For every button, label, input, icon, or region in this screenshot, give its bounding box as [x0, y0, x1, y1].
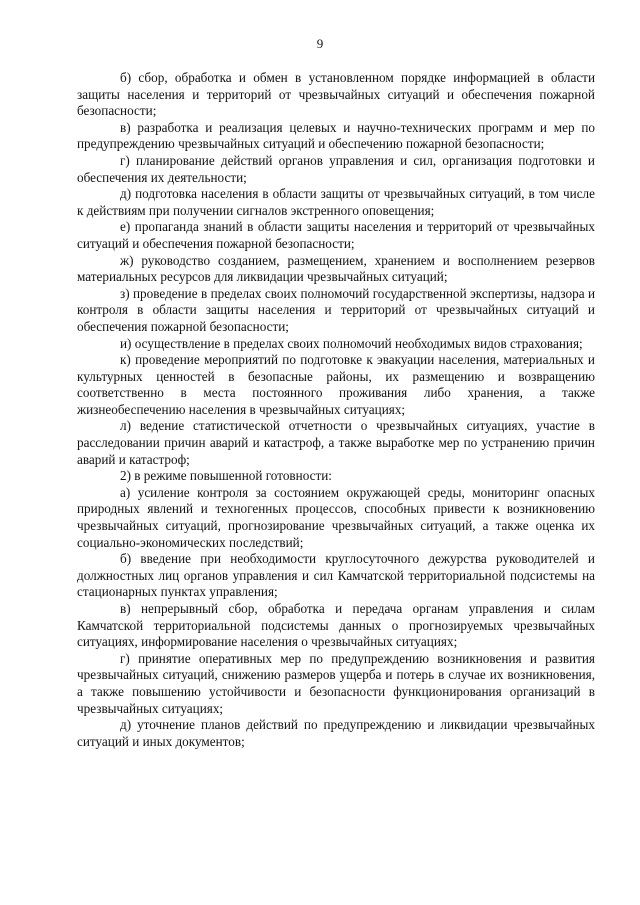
paragraph-v-data-collection: в) непрерывный сбор, обработка и передача органам управления и силам Камчатской территориальной подсистемы данных о прогнозируемых чрезвычайных ситуациях, информирование населения о чрезвычайных ситуациях;: [77, 601, 595, 650]
paragraph-z-expertise: з) проведение в пределах своих полномочий государственной экспертизы, надзора и контроля в области защиты населения и территорий от чрезвычайных ситуаций и обеспечения пожарной безопасности;: [77, 285, 595, 334]
paragraph-b-information-exchange: б) сбор, обработка и обмен в установленном порядке информацией в области защиты населения и территорий от чрезвычайных ситуаций и обеспечения пожарной безопасности;: [77, 70, 595, 119]
paragraph-l-statistics: л) ведение статистической отчетности о чрезвычайных ситуациях, участие в расследовании причин аварий и катастроф, а также выработке мер по устранению причин аварий и катастроф;: [77, 418, 595, 467]
paragraph-g-operational-measures: г) принятие оперативных мер по предупреждению возникновения и развития чрезвычайных ситуаций, снижению размеров ущерба и потерь в случае их возникновения, а также повышению устойчивости и безопасности функционирования организаций в чрезвычайных ситуациях;: [77, 650, 595, 716]
paragraph-e-propaganda: е) пропаганда знаний в области защиты населения и территорий от чрезвычайных ситуаций и обеспечения пожарной безопасности;: [77, 219, 595, 251]
document-body: [77, 70, 595, 750]
paragraph-k-evacuation: к) проведение мероприятий по подготовке к эвакуации населения, материальных и культурных ценностей в безопасные районы, их размещению и возвращению соответственно в места постоянного проживания либо хранения, а также жизнеобеспечению населения в чрезвычайных ситуациях;: [77, 352, 595, 417]
paragraph-a-monitoring: а) усиление контроля за состоянием окружающей среды, мониторинг опасных природных явлений и техногенных процессов, способных привести к возникновению чрезвычайных ситуаций, прогнозирование чрезвычайных ситуаций, а также оценка их социально-экономических последствий;: [77, 484, 595, 550]
paragraph-v-programs: в) разработка и реализация целевых и научно-технических программ и мер по предупреждению чрезвычайных ситуаций и обеспечению пожарной безопасности;: [77, 119, 595, 152]
paragraph-g-planning: г) планирование действий органов управления и сил, организация подготовки и обеспечения их деятельности;: [77, 152, 595, 185]
section-heading-high-readiness: 2) в режиме повышенной готовности:: [120, 468, 332, 484]
page-number: 9: [316, 36, 324, 51]
paragraph-d-population-training: д) подготовка населения в области защиты от чрезвычайных ситуаций, в том числе к действиям при получении сигналов экстренного оповещения;: [77, 186, 595, 218]
paragraph-zh-reserves: ж) руководство созданием, размещением, хранением и восполнением резервов материальных ресурсов для ликвидации чрезвычайных ситуаций;: [77, 252, 595, 285]
paragraph-i-insurance: и) осуществление в пределах своих полномочий необходимых видов страхования;: [120, 335, 583, 351]
paragraph-d-plan-refinement: д) уточнение планов действий по предупреждению и ликвидации чрезвычайных ситуаций и иных документов;: [77, 717, 595, 749]
paragraph-b-duty: б) введение при необходимости круглосуточного дежурства руководителей и должностных лиц органов управления и сил Камчатской территориальной подсистемы на стационарных пунктах управления;: [77, 551, 595, 600]
